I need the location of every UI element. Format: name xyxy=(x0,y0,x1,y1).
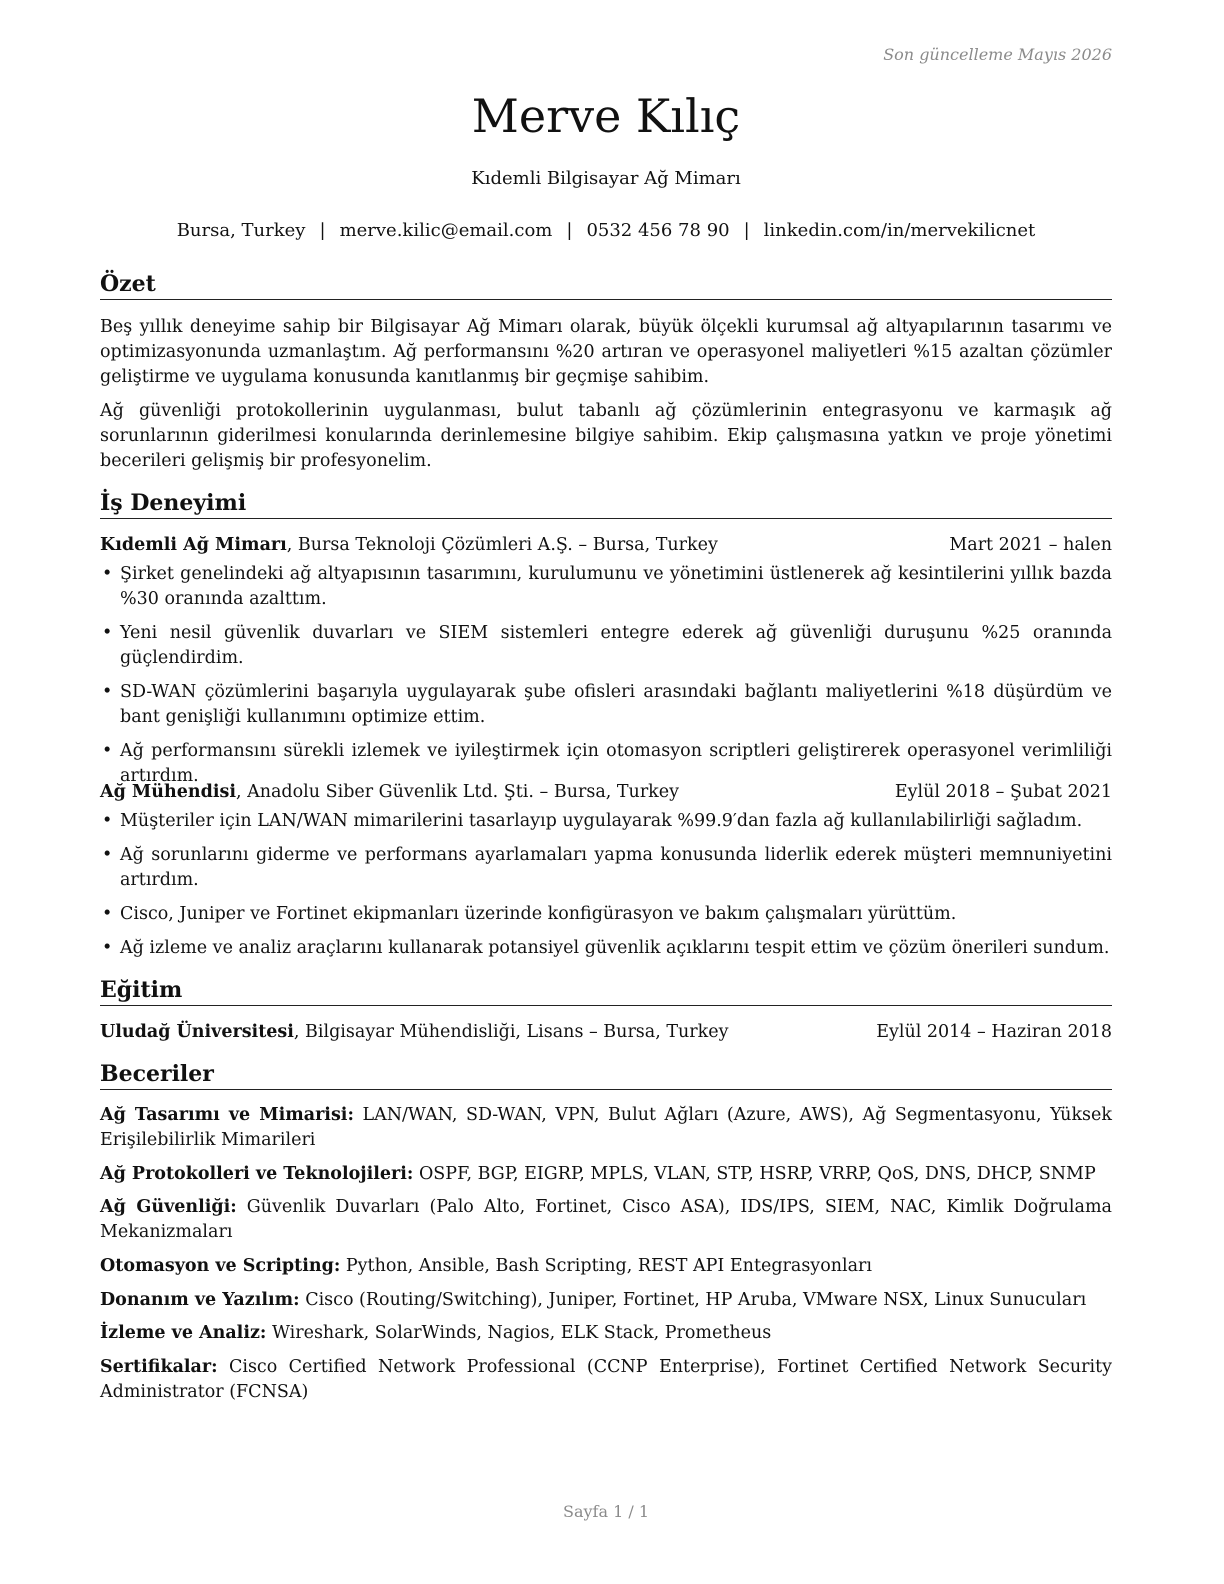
skill-row xyxy=(100,1355,1112,1405)
summary-paragraph: Beş yıllık deneyime sahip bir Bilgisayar Ağ Mimarı olarak, büyük ölçekli kurumsal ağ altyapılarının tasarımı ve optimizasyonunda uzmanlaştım. Ağ performansını %20 artıran ve operasyonel maliyetleri %15 azaltan çözümler geliştirme ve uygulama konusunda kanıtlanmış bir geçmişe sahibim. xyxy=(100,317,1112,387)
contact-separator: | xyxy=(319,220,326,241)
job-bullet: • Müşteriler için LAN/WAN mimarilerini tasarlayıp uygulayarak %99.9′dan fazla ağ kullanılabilirliği sağladım. xyxy=(100,809,1112,834)
resume-page xyxy=(100,0,1112,1584)
skill-value: Cisco (Routing/Switching), Juniper, Fortinet, HP Aruba, VMware NSX, Linux Sunucuları xyxy=(299,1290,1087,1310)
skill-value: Cisco Certified Network Professional (CCNP Enterprise), Fortinet Certified Network Security Administrator (FCNSA) xyxy=(100,1357,1112,1402)
job-bullet: • Ağ sorunlarını giderme ve performans ayarlamaları yapma konusunda liderlik ederek müşteri memnuniyetini artırdım. xyxy=(100,843,1112,893)
skill-value: Python, Ansible, Bash Scripting, REST API Entegrasyonları xyxy=(340,1256,872,1276)
skill-row xyxy=(100,1288,1112,1313)
skill-row xyxy=(100,1321,1112,1346)
skill-row xyxy=(100,1103,1112,1153)
contact-location: Bursa, Turkey xyxy=(176,220,306,241)
summary-paragraph: Ağ güvenliği protokollerinin uygulanması, bulut tabanlı ağ çözümlerinin entegrasyonu ve karmaşık ağ sorunlarının giderilmesi konularında derinlemesine bilgiye sahibim. Ekip çalışmasına yatkın ve proje yönetimi becerileri gelişmiş bir profesyonelim. xyxy=(100,401,1112,471)
section-title-summary: Özet xyxy=(100,270,1112,300)
contact-line xyxy=(100,218,1112,244)
candidate-headline: Kıdemli Bilgisayar Ağ Mimarı xyxy=(471,168,741,189)
skill-label: Otomasyon ve Scripting: xyxy=(100,1256,341,1276)
section-title-experience: İş Deneyimi xyxy=(100,489,1112,519)
skill-value: OSPF, BGP, EIGRP, MPLS, VLAN, STP, HSRP, VRRP, QoS, DNS, DHCP, SNMP xyxy=(413,1164,1096,1184)
page-number: Sayfa 1 / 1 xyxy=(562,1502,649,1521)
skill-label: Donanım ve Yazılım: xyxy=(100,1290,300,1310)
job-bullet: • Şirket genelindeki ağ altyapısının tasarımını, kurulumunu ve yönetimini üstlenerek ağ kesintilerini yıllık bazda %30 oranında azalttım. xyxy=(100,562,1112,612)
skill-value: Güvenlik Duvarları (Palo Alto, Fortinet, Cisco ASA), IDS/IPS, SIEM, NAC, Kimlik Doğrulama Mekanizmaları xyxy=(100,1197,1112,1242)
job-company: , Bursa Teknoloji Çözümleri A.Ş. – Bursa, Turkey xyxy=(286,535,718,555)
job-bullets xyxy=(100,809,1112,970)
job-bullet: • Ağ izleme ve analiz araçlarını kullanarak potansiyel güvenlik açıklarını tespit ettim ve çözüm önerileri sundum. xyxy=(100,936,1112,961)
education-school: Uludağ Üniversitesi xyxy=(100,1022,294,1042)
section-title-skills: Beceriler xyxy=(100,1060,1112,1090)
skill-label: Ağ Protokolleri ve Teknolojileri: xyxy=(100,1164,414,1184)
job-role: Kıdemli Ağ Mimarı xyxy=(100,535,287,555)
job-bullet: • Yeni nesil güvenlik duvarları ve SIEM sistemleri entegre ederek ağ güvenliği duruşunu %25 oranında güçlendirdim. xyxy=(100,621,1112,671)
job-dates: Eylül 2018 – Şubat 2021 xyxy=(894,782,1112,802)
contact-linkedin[interactable]: linkedin.com/in/mervekilicnet xyxy=(763,220,1036,241)
job-role: Ağ Mühendisi xyxy=(100,782,236,802)
skill-row xyxy=(100,1254,1112,1279)
contact-phone: 0532 456 78 90 xyxy=(586,220,730,241)
skill-row xyxy=(100,1195,1112,1245)
candidate-name: Merve Kılıç xyxy=(471,89,741,143)
job-header xyxy=(100,779,1112,805)
job-bullets xyxy=(100,562,1112,798)
job-bullet: • SD-WAN çözümlerini başarıyla uygulayarak şube ofisleri arasındaki bağlantı maliyetlerini %18 düşürdüm ve bant genişliği kullanımını optimize ettim. xyxy=(100,680,1112,730)
contact-separator: | xyxy=(743,220,750,241)
job-dates: Mart 2021 – halen xyxy=(949,535,1112,555)
education-entry xyxy=(100,1019,1112,1045)
job-header xyxy=(100,532,1112,558)
skill-label: Ağ Güvenliği: xyxy=(100,1197,237,1217)
job-bullet: • Ağ performansını sürekli izlemek ve iyileştirmek için otomasyon scriptleri geliştirerek operasyonel verimliliği artırdım. xyxy=(100,739,1112,789)
contact-separator: | xyxy=(566,220,573,241)
contact-email[interactable]: merve.kilic@email.com xyxy=(339,220,553,241)
skill-value: Wireshark, SolarWinds, Nagios, ELK Stack, Prometheus xyxy=(266,1323,772,1343)
job-company: , Anadolu Siber Güvenlik Ltd. Şti. – Bursa, Turkey xyxy=(235,782,680,802)
education-detail: , Bilgisayar Mühendisliği, Lisans – Bursa, Turkey xyxy=(293,1022,729,1042)
section-title-education: Eğitim xyxy=(100,976,1112,1006)
job-bullet: • Cisco, Juniper ve Fortinet ekipmanları üzerinde konfigürasyon ve bakım çalışmaları yürüttüm. xyxy=(100,902,1112,927)
skill-label: İzleme ve Analiz: xyxy=(100,1323,267,1343)
skill-label: Ağ Tasarımı ve Mimarisi: xyxy=(100,1105,354,1125)
last-updated: Son güncelleme Mayıs 2026 xyxy=(883,45,1112,64)
skill-row xyxy=(100,1162,1112,1187)
education-dates: Eylül 2014 – Haziran 2018 xyxy=(876,1022,1112,1042)
skill-value: LAN/WAN, SD-WAN, VPN, Bulut Ağları (Azure, AWS), Ağ Segmentasyonu, Yüksek Erişilebilirlik Mimarileri xyxy=(100,1105,1112,1150)
skill-label: Sertifikalar: xyxy=(100,1357,218,1377)
